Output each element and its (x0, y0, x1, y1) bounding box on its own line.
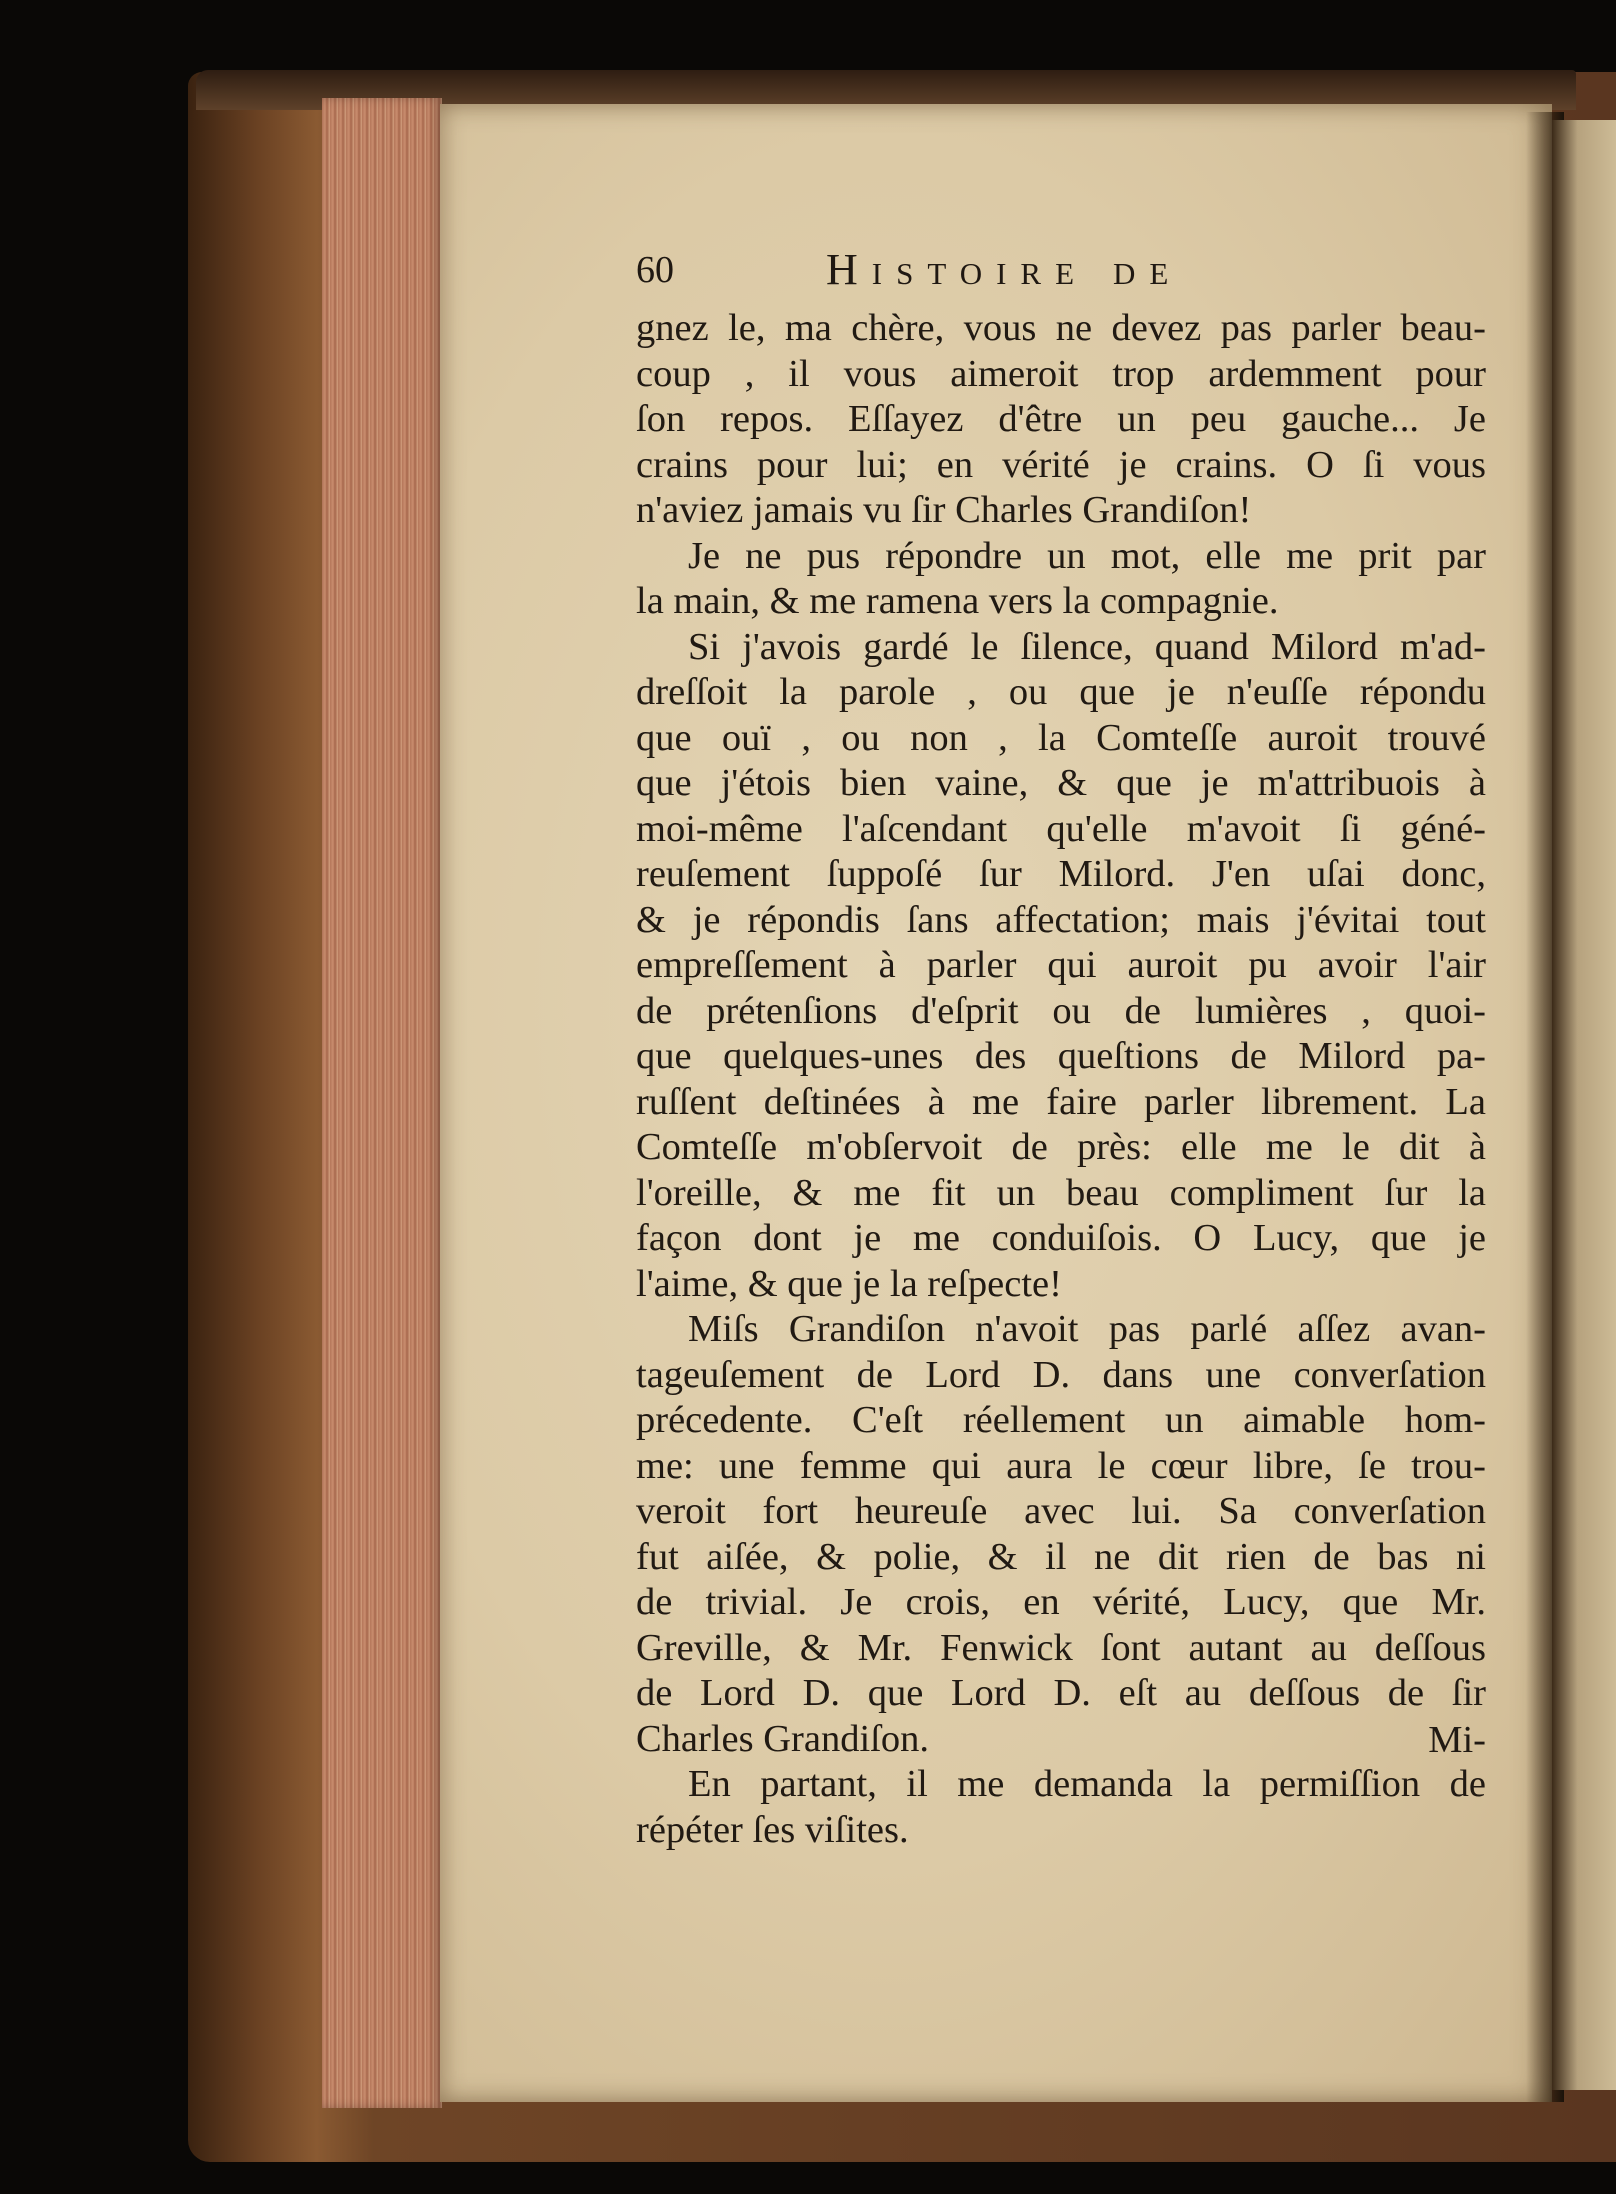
catchword: Mi- (1428, 1719, 1486, 1761)
text-line: l'oreille, & me fit un beau compliment ſur la (636, 1171, 1486, 1214)
text-line: ſon repos. Eſſayez d'être un peu gauche... Je (636, 398, 1486, 440)
text-line: & je répondis ſans affectation; mais j'évitai tout (636, 898, 1486, 941)
text-line: tageuſement de Lord D. dans une converſation (636, 1353, 1486, 1396)
text-line: de trivial. Je crois, en vérité, Lucy, que Mr. (636, 1581, 1486, 1623)
text-line: la main, & me ramena vers la compagnie. (636, 580, 1279, 622)
body-text (636, 306, 1486, 1853)
text-line: fut aiſée, & polie, & il ne dit rien de bas ni (636, 1535, 1486, 1578)
text-line: n'aviez jamais vu ſir Charles Grandiſon! (636, 489, 1252, 531)
text-line: En partant, il me demanda la permiſſion de (688, 1763, 1486, 1805)
text-line: Comteſſe m'obſervoit de près: elle me le dit à (636, 1126, 1486, 1168)
text-line: empreſſement à parler qui auroit pu avoir l'air (636, 944, 1486, 986)
text-line: dreſſoit la parole , ou que je n'euſſe répondu (636, 671, 1486, 713)
facing-page-edge (1552, 120, 1616, 2090)
text-line: précedente. C'eſt réellement un aimable hom- (636, 1399, 1486, 1441)
text-line: Je ne pus répondre un mot, elle me prit par (688, 534, 1486, 577)
text-line: crains pour lui; en vérité je crains. O ſi vous (636, 443, 1486, 486)
text-line: que quelques-unes des queſtions de Milord pa- (636, 1035, 1486, 1077)
text-line: de prétenſions d'eſprit ou de lumières , quoi- (636, 989, 1486, 1032)
text-line: reuſement ſuppoſé ſur Milord. J'en uſai donc, (636, 853, 1486, 895)
text-line: ruſſent deſtinées à me faire parler librement. La (636, 1080, 1486, 1123)
text-line: l'aime, & que je la reſpecte! (636, 1262, 1062, 1305)
text-line: de Lord D. que Lord D. eſt au deſſous de ſir (636, 1672, 1486, 1714)
text-line: Miſs Grandiſon n'avoit pas parlé aſſez avan- (688, 1308, 1486, 1350)
text-line: que j'étois bien vaine, & que je m'attribuois à (636, 762, 1486, 804)
text-line: façon dont je me conduiſois. O Lucy, que je (636, 1217, 1486, 1259)
text-line: veroit fort heureuſe avec lui. Sa converſation (636, 1490, 1486, 1532)
text-line: Charles Grandiſon. (636, 1717, 929, 1760)
text-line: me: une femme qui aura le cœur libre, ſe trou- (636, 1444, 1486, 1487)
text-line: Si j'avois gardé le ſilence, quand Milord m'ad- (688, 625, 1486, 668)
text-line: coup , il vous aimeroit trop ardemment pour (636, 352, 1486, 395)
page-edges (322, 98, 442, 2108)
text-line: répéter ſes viſites. (636, 1808, 909, 1851)
text-line: gnez le, ma chère, vous ne devez pas parler beau- (636, 307, 1486, 349)
text-line: moi-même l'aſcendant qu'elle m'avoit ſi géné- (636, 807, 1486, 850)
page-number: 60 (636, 249, 674, 291)
running-head (636, 240, 1336, 300)
running-title: Histoire de (826, 245, 1183, 294)
text-line: Greville, & Mr. Fenwick ſont autant au deſſous (636, 1626, 1486, 1669)
text-line: que ouï , ou non , la Comteſſe auroit trouvé (636, 716, 1486, 759)
